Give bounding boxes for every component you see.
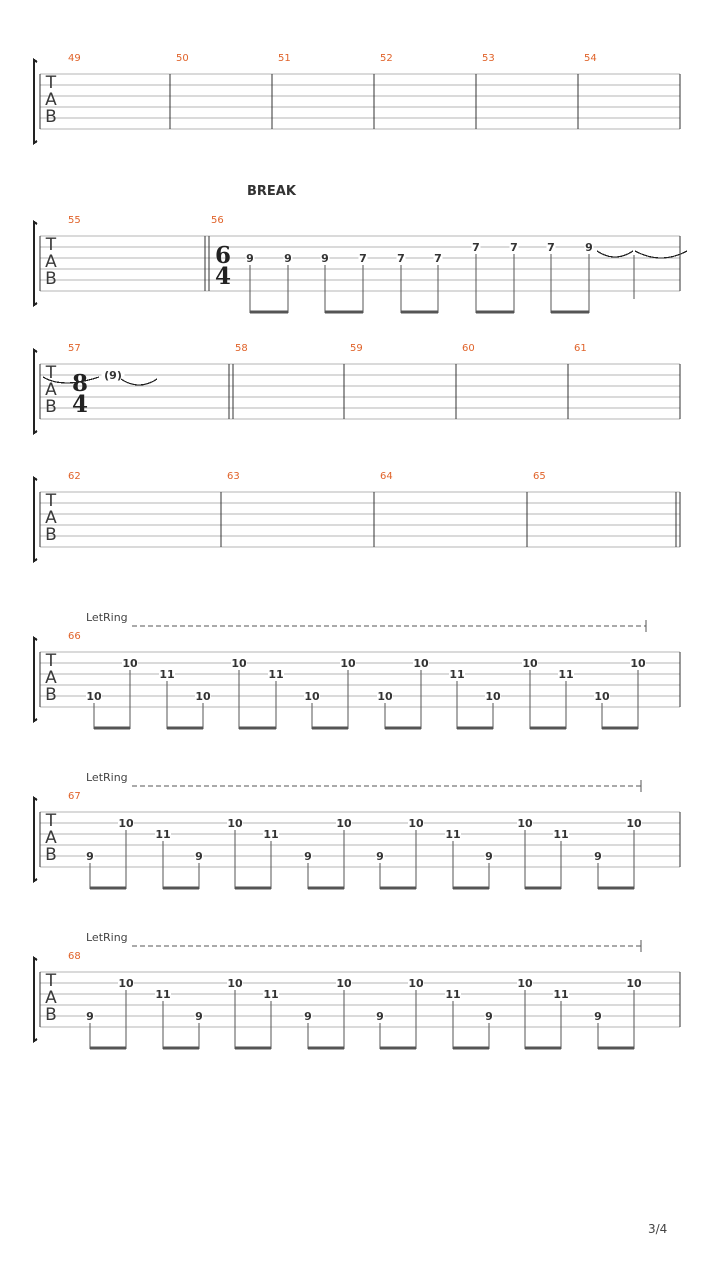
measure-number: 56 bbox=[211, 215, 224, 226]
tie-arc bbox=[597, 251, 633, 257]
fret-number: 11 bbox=[268, 668, 284, 681]
system-bracket bbox=[34, 958, 37, 1041]
fret-number: 7 bbox=[434, 252, 442, 265]
fret-number: 9 bbox=[86, 1010, 94, 1023]
measure-number: 62 bbox=[68, 471, 81, 482]
fret-number: 10 bbox=[227, 817, 243, 830]
fret-number: 9 bbox=[485, 850, 493, 863]
fret-number: 7 bbox=[397, 252, 405, 265]
tab-clef-letter: T bbox=[45, 811, 57, 831]
section-label: BREAK bbox=[247, 184, 296, 199]
fret-number: 9 bbox=[321, 252, 329, 265]
fret-number: 9 bbox=[376, 850, 384, 863]
fret-number: 10 bbox=[517, 977, 533, 990]
tab-clef-letter: T bbox=[45, 235, 57, 255]
fret-number: 10 bbox=[336, 977, 352, 990]
tie-arc bbox=[635, 251, 687, 258]
fret-number: 11 bbox=[449, 668, 465, 681]
measure-number: 51 bbox=[278, 53, 291, 64]
measure-number: 59 bbox=[350, 343, 363, 354]
system-bracket bbox=[34, 60, 37, 143]
measure-number: 61 bbox=[574, 343, 587, 354]
fret-number: 10 bbox=[413, 657, 429, 670]
measure-number: 55 bbox=[68, 215, 81, 226]
fret-number: 10 bbox=[340, 657, 356, 670]
system-bracket bbox=[34, 350, 37, 433]
fret-number: 10 bbox=[408, 977, 424, 990]
measure-number: 58 bbox=[235, 343, 248, 354]
tie-arc bbox=[121, 379, 157, 385]
fret-number: 10 bbox=[408, 817, 424, 830]
tab-clef-letter: B bbox=[45, 685, 57, 705]
fret-number: 11 bbox=[155, 828, 171, 841]
fret-number: 10 bbox=[227, 977, 243, 990]
tab-clef-letter: B bbox=[45, 1005, 57, 1025]
fret-number: 10 bbox=[118, 977, 134, 990]
fret-number: 9 bbox=[195, 1010, 203, 1023]
fret-number: 10 bbox=[594, 690, 610, 703]
fret-number: 11 bbox=[263, 828, 279, 841]
fret-number: 7 bbox=[510, 241, 518, 254]
fret-number: 11 bbox=[445, 988, 461, 1001]
fret-number: 9 bbox=[376, 1010, 384, 1023]
tab-clef-letter: T bbox=[45, 363, 57, 383]
fret-number: 9 bbox=[86, 850, 94, 863]
tab-clef-letter: B bbox=[45, 845, 57, 865]
tab-clef-letter: B bbox=[45, 269, 57, 289]
fret-number: 11 bbox=[263, 988, 279, 1001]
fret-number: 10 bbox=[231, 657, 247, 670]
fret-number: 11 bbox=[155, 988, 171, 1001]
fret-number: 11 bbox=[553, 828, 569, 841]
tab-clef-letter: T bbox=[45, 651, 57, 671]
system-bracket bbox=[34, 222, 37, 305]
tab-clef-letter: A bbox=[45, 668, 57, 688]
measure-number: 52 bbox=[380, 53, 393, 64]
measure-number: 65 bbox=[533, 471, 546, 482]
fret-number: 9 bbox=[284, 252, 292, 265]
fret-number: 9 bbox=[594, 850, 602, 863]
fret-number: 10 bbox=[630, 657, 646, 670]
fret-number: (9) bbox=[104, 369, 122, 382]
measure-number: 57 bbox=[68, 343, 81, 354]
time-signature-top: 6 bbox=[214, 242, 232, 269]
fret-number: 7 bbox=[547, 241, 555, 254]
fret-number: 9 bbox=[594, 1010, 602, 1023]
tab-clef-letter: B bbox=[45, 397, 57, 417]
measure-number: 67 bbox=[68, 791, 81, 802]
fret-number: 7 bbox=[472, 241, 480, 254]
fret-number: 11 bbox=[159, 668, 175, 681]
fret-number: 10 bbox=[118, 817, 134, 830]
fret-number: 10 bbox=[336, 817, 352, 830]
tab-clef-letter: A bbox=[45, 508, 57, 528]
tab-clef-letter: A bbox=[45, 828, 57, 848]
measure-number: 64 bbox=[380, 471, 393, 482]
tab-clef-letter: T bbox=[45, 73, 57, 93]
fret-number: 9 bbox=[304, 1010, 312, 1023]
system-bracket bbox=[34, 638, 37, 721]
fret-number: 10 bbox=[86, 690, 102, 703]
tab-clef-letter: B bbox=[45, 525, 57, 545]
tab-clef-letter: A bbox=[45, 988, 57, 1008]
time-signature-bottom: 4 bbox=[71, 391, 89, 418]
fret-number: 11 bbox=[558, 668, 574, 681]
measure-number: 60 bbox=[462, 343, 475, 354]
fret-number: 9 bbox=[195, 850, 203, 863]
fret-number: 9 bbox=[246, 252, 254, 265]
measure-number: 49 bbox=[68, 53, 81, 64]
tab-clef-letter: T bbox=[45, 491, 57, 511]
fret-number: 9 bbox=[304, 850, 312, 863]
measure-number: 54 bbox=[584, 53, 597, 64]
let-ring-label: LetRing bbox=[86, 931, 128, 944]
fret-number: 9 bbox=[485, 1010, 493, 1023]
system-bracket bbox=[34, 478, 37, 561]
let-ring-label: LetRing bbox=[86, 611, 128, 624]
fret-number: 10 bbox=[626, 817, 642, 830]
fret-number: 10 bbox=[517, 817, 533, 830]
fret-number: 11 bbox=[553, 988, 569, 1001]
measure-number: 53 bbox=[482, 53, 495, 64]
fret-number: 10 bbox=[122, 657, 138, 670]
fret-number: 10 bbox=[377, 690, 393, 703]
fret-number: 10 bbox=[522, 657, 538, 670]
system-bracket bbox=[34, 798, 37, 881]
tab-clef-letter: A bbox=[45, 380, 57, 400]
fret-number: 10 bbox=[626, 977, 642, 990]
fret-number: 7 bbox=[359, 252, 367, 265]
tab-clef-letter: A bbox=[45, 90, 57, 110]
page-number: 3/4 bbox=[648, 1222, 668, 1236]
fret-number: 10 bbox=[304, 690, 320, 703]
fret-number: 10 bbox=[485, 690, 501, 703]
tab-clef-letter: A bbox=[45, 252, 57, 272]
let-ring-label: LetRing bbox=[86, 771, 128, 784]
measure-number: 68 bbox=[68, 951, 81, 962]
tab-clef-letter: T bbox=[45, 971, 57, 991]
measure-number: 50 bbox=[176, 53, 189, 64]
measure-number: 66 bbox=[68, 631, 81, 642]
time-signature-top: 8 bbox=[71, 370, 89, 397]
fret-number: 9 bbox=[585, 241, 593, 254]
tab-clef-letter: B bbox=[45, 107, 57, 127]
time-signature-bottom: 4 bbox=[214, 263, 232, 290]
measure-number: 63 bbox=[227, 471, 240, 482]
fret-number: 11 bbox=[445, 828, 461, 841]
fret-number: 10 bbox=[195, 690, 211, 703]
